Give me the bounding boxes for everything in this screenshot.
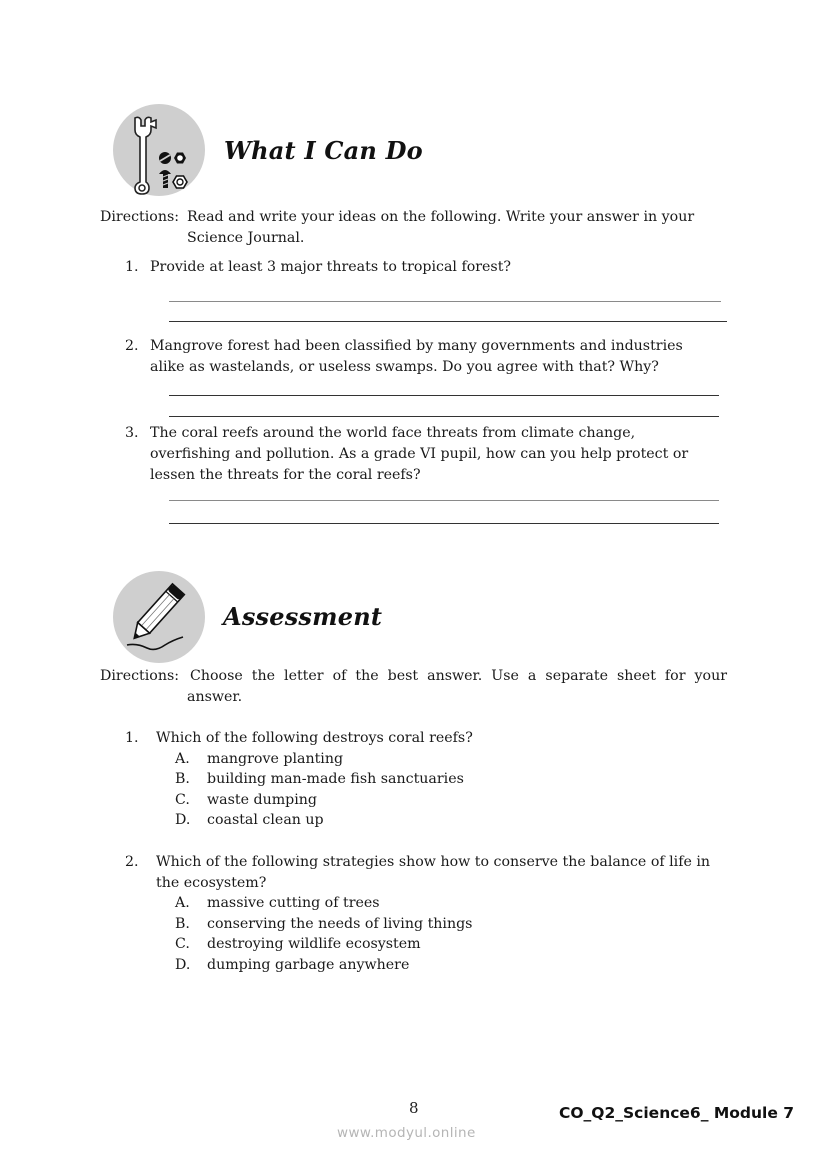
- choice-letter: A.: [175, 895, 190, 911]
- choice-letter: D.: [175, 812, 191, 828]
- answer-line[interactable]: [169, 416, 719, 417]
- answer-line[interactable]: [169, 301, 721, 302]
- choice-option[interactable]: destroying wildlife ecosystem: [207, 936, 421, 952]
- directions-text-cont: Science Journal.: [187, 230, 305, 246]
- question-text-cont: overfishing and pollution. As a grade VI pupil, how can you help protect or: [150, 446, 689, 462]
- question-number: 1.: [125, 259, 139, 275]
- choice-option[interactable]: coastal clean up: [207, 812, 324, 828]
- directions-label: Directions:: [100, 209, 180, 225]
- choice-option[interactable]: waste dumping: [207, 792, 318, 808]
- choice-option[interactable]: dumping garbage anywhere: [207, 957, 410, 973]
- section-title-what-i-can-do: What I Can Do: [224, 136, 423, 165]
- pencil-icon: [113, 571, 205, 663]
- choice-letter: B.: [175, 771, 190, 787]
- choice-letter: D.: [175, 957, 191, 973]
- question-number: 3.: [125, 425, 139, 441]
- watermark-url[interactable]: www.modyul.online: [337, 1125, 476, 1141]
- answer-line[interactable]: [169, 500, 719, 501]
- question-number: 2.: [125, 338, 139, 354]
- question-number: 1.: [125, 730, 139, 746]
- choice-letter: C.: [175, 792, 190, 808]
- directions-text-cont: answer.: [187, 689, 243, 705]
- answer-line[interactable]: [169, 395, 719, 396]
- question-text: The coral reefs around the world face threats from climate change,: [150, 425, 636, 441]
- question-text: Mangrove forest had been classified by many governments and industries: [150, 338, 683, 354]
- question-text: Which of the following strategies show how to conserve the balance of life in: [156, 854, 711, 870]
- wrench-and-bolts-icon: [113, 104, 205, 196]
- question-text-cont: lessen the threats for the coral reefs?: [150, 467, 421, 483]
- choice-option[interactable]: massive cutting of trees: [207, 895, 380, 911]
- choice-letter: A.: [175, 751, 190, 767]
- answer-line[interactable]: [169, 523, 719, 524]
- choice-option[interactable]: mangrove planting: [207, 751, 344, 767]
- page-number: 8: [409, 1099, 419, 1117]
- choice-letter: B.: [175, 916, 190, 932]
- choice-letter: C.: [175, 936, 190, 952]
- question-text: Provide at least 3 major threats to tropical forest?: [150, 259, 512, 275]
- choice-option[interactable]: building man-made fish sanctuaries: [207, 771, 464, 787]
- choice-option[interactable]: conserving the needs of living things: [207, 916, 473, 932]
- directions-label: Directions:: [100, 668, 180, 684]
- module-code: CO_Q2_Science6_ Module 7: [559, 1104, 795, 1122]
- question-text: Which of the following destroys coral reefs?: [156, 730, 473, 746]
- answer-line[interactable]: [169, 321, 727, 322]
- question-text-cont: alike as wastelands, or useless swamps. Do you agree with that? Why?: [150, 359, 659, 375]
- question-number: 2.: [125, 854, 139, 870]
- directions-text: Choose the letter of the best answer. Use a separate sheet for your: [190, 668, 727, 684]
- directions-text: Read and write your ideas on the following. Write your answer in your: [187, 209, 695, 225]
- section-title-assessment: Assessment: [223, 602, 383, 631]
- question-text-cont: the ecosystem?: [156, 875, 267, 891]
